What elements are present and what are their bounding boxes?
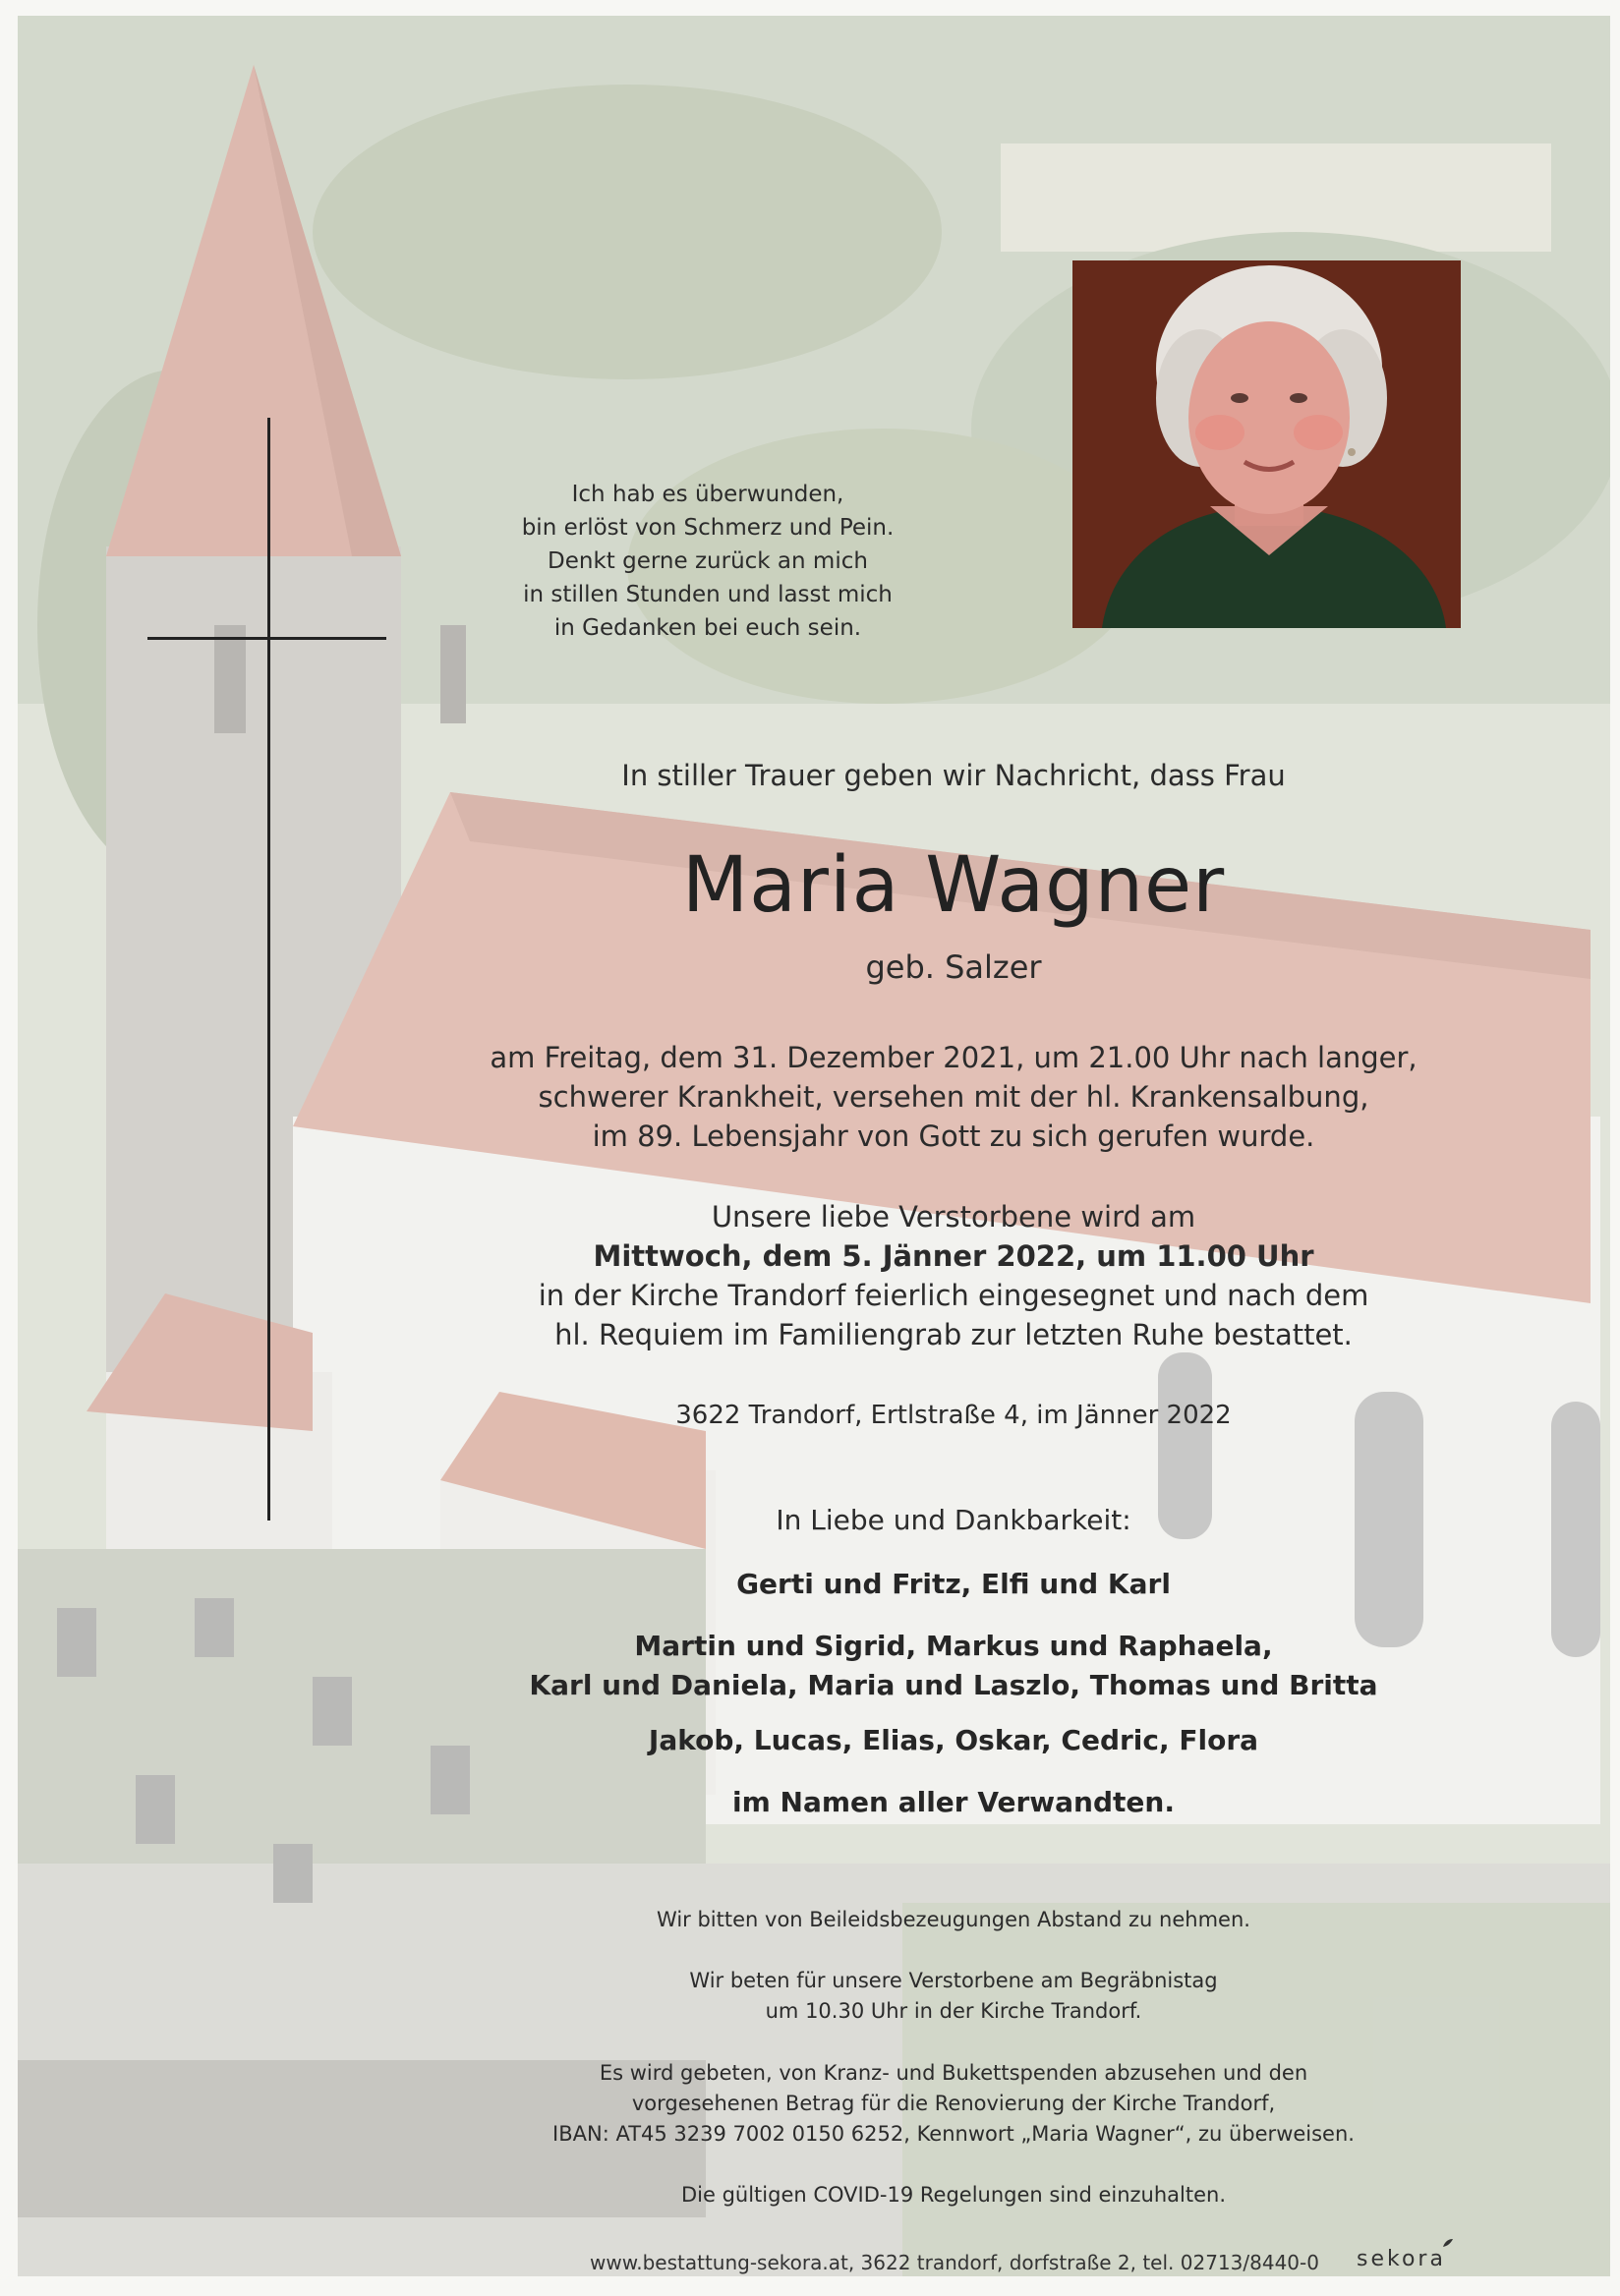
intro-text: In stiller Trauer geben wir Nachricht, dass Frau [621,759,1286,792]
note-line: Wir bitten von Beileidsbezeugungen Abstand zu nehmen. [657,1908,1250,1931]
funeral-line: hl. Requiem im Familiengrab zur letzten Ruhe bestattet. [554,1318,1353,1351]
death-notice-paragraph [452,1038,1455,1156]
cross-horizontal-bar [147,637,386,640]
mourners-line: im Namen aller Verwandten. [732,1786,1175,1818]
prayer-note [452,1966,1455,2027]
poem-line: Denkt gerne zurück an mich [548,548,868,574]
note-line: IBAN: AT45 3239 7002 0150 6252, Kennwort „Maria Wagner“, zu überweisen. [552,2122,1355,2146]
mourners-line: Jakob, Lucas, Elias, Oskar, Cedric, Flora [648,1724,1259,1756]
mourners-heading: In Liebe und Dankbarkeit: [776,1504,1131,1536]
covid-note [452,2180,1455,2210]
birth-name: geb. Salzer [865,948,1042,986]
note-line: Wir beten für unsere Verstorbene am Begräbnistag [689,1969,1218,1992]
death-notice-line: am Freitag, dem 31. Dezember 2021, um 21.00 Uhr nach langer, [490,1041,1418,1074]
mourners-line: Martin und Sigrid, Markus und Raphaela, [634,1630,1273,1662]
note-line: Es wird gebeten, von Kranz- und Bukettspenden abzusehen und den [599,2061,1308,2085]
poem-line: in Gedanken bei euch sein. [553,615,862,641]
funeral-date-line: Mittwoch, dem 5. Jänner 2022, um 11.00 Uhr [593,1239,1314,1273]
mourners-group [452,1721,1455,1760]
cross-vertical-bar [267,418,270,1521]
memorial-poem [492,478,924,645]
funeral-home-contact: www.bestattung-sekora.at, 3622 trandorf, dorfstraße 2, tel. 02713/8440-0 [590,2251,1319,2274]
leaf-icon [1443,2239,1453,2247]
note-line: Die gültigen COVID-19 Regelungen sind einzuhalten. [680,2183,1227,2207]
sekora-logo: sekora [1357,2247,1446,2271]
deceased-name: Maria Wagner [681,841,1226,930]
death-notice-line: schwerer Krankheit, versehen mit der hl. Krankensalbung, [538,1080,1369,1114]
note-line: um 10.30 Uhr in der Kirche Trandorf. [765,1999,1142,2023]
mourners-line: Gerti und Fritz, Elfi und Karl [736,1568,1171,1600]
funeral-paragraph [452,1197,1455,1354]
poem-line: Ich hab es überwunden, [571,482,844,507]
poem-line: bin erlöst von Schmerz und Pein. [521,515,895,541]
condolence-note [452,1905,1455,1935]
place-and-date: 3622 Trandorf, Ertlstraße 4, im Jänner 2022 [675,1401,1232,1430]
portrait-photo [1072,260,1461,628]
donation-note [452,2058,1455,2150]
mourners-line: Karl und Daniela, Maria und Laszlo, Thomas und Britta [529,1669,1378,1701]
note-line: vorgesehenen Betrag für die Renovierung der Kirche Trandorf, [631,2092,1276,2115]
mourners-group [452,1783,1455,1822]
funeral-line: Unsere liebe Verstorbene wird am [711,1200,1196,1234]
death-notice-line: im 89. Lebensjahr von Gott zu sich gerufen wurde. [592,1119,1315,1153]
poem-line: in stillen Stunden und lasst mich [523,582,893,607]
mourners-group [452,1565,1455,1604]
mourners-group [452,1627,1455,1705]
funeral-line: in der Kirche Trandorf feierlich eingesegnet und nach dem [538,1279,1369,1312]
